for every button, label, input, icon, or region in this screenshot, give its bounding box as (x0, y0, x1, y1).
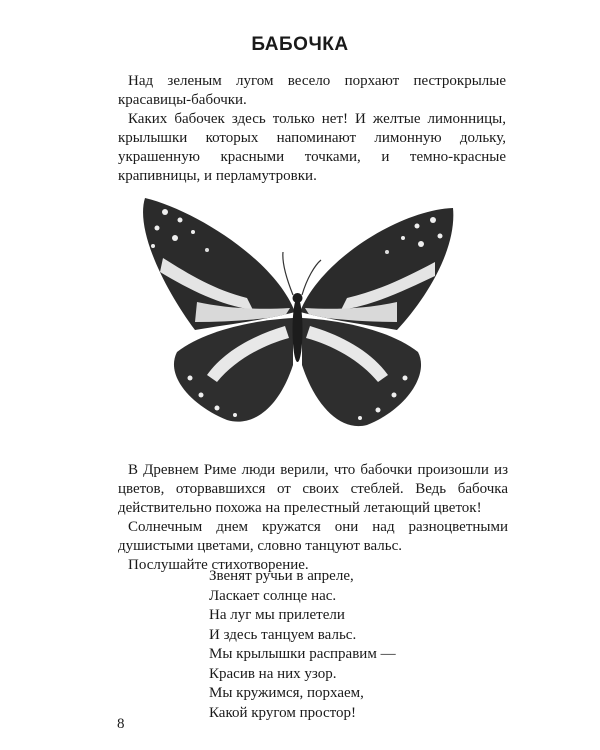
poem-line: Какой кругом простор! (209, 704, 357, 721)
poem-line: Мы кружимся, порхаем, (209, 685, 364, 701)
body-paragraph-1: В Древнем Риме люди верили, что бабочки произошли из цветов, оторвавшихся от своих стеблей. Ведь бабочка действительно похожа на прелестный летающий цветок! (118, 462, 508, 516)
poem-line: Красив на них узор. (209, 665, 337, 682)
body-paragraph-2: Солнечным днем кружатся они над разноцветными душистыми цветами, словно танцуют вальс. (118, 519, 508, 554)
intro-paragraph-1: Над зеленым лугом весело порхают пестрокрылые красавицы-бабочки. (118, 73, 506, 108)
butterfly-body (293, 298, 303, 362)
butterfly-icon (135, 190, 460, 435)
intro-paragraph-2: Каких бабочек здесь только нет! И желтые лимонницы, крылышки которых напоминают лимонную дольку, украшенную красными точками, и темно-красные крапивницы, и перламутровки. (118, 111, 506, 184)
poem-line: И здесь танцуем вальс. (209, 626, 357, 643)
butterfly-head (293, 293, 303, 303)
page-title: БАБОЧКА (251, 34, 349, 55)
page-number: 8 (117, 716, 125, 732)
body-paragraph-3: Послушайте стихотворение. (128, 557, 309, 573)
poem-line: На луг мы прилетели (209, 607, 345, 623)
butterfly-wing-lower-right (302, 318, 421, 426)
butterfly-wing-upper-left (143, 198, 295, 330)
butterfly-wing-upper-right (300, 208, 453, 330)
poem-line: Звенят ручьи в апреле, (209, 568, 354, 584)
body-text (118, 461, 508, 575)
poem-line: Мы крылышки расправим — (209, 646, 396, 662)
poem-line: Ласкает солнце нас. (209, 587, 337, 604)
butterfly-antenna-left (283, 252, 293, 295)
poem (209, 567, 509, 723)
intro-text (118, 72, 506, 186)
butterfly-wing-lower-left (174, 318, 293, 422)
